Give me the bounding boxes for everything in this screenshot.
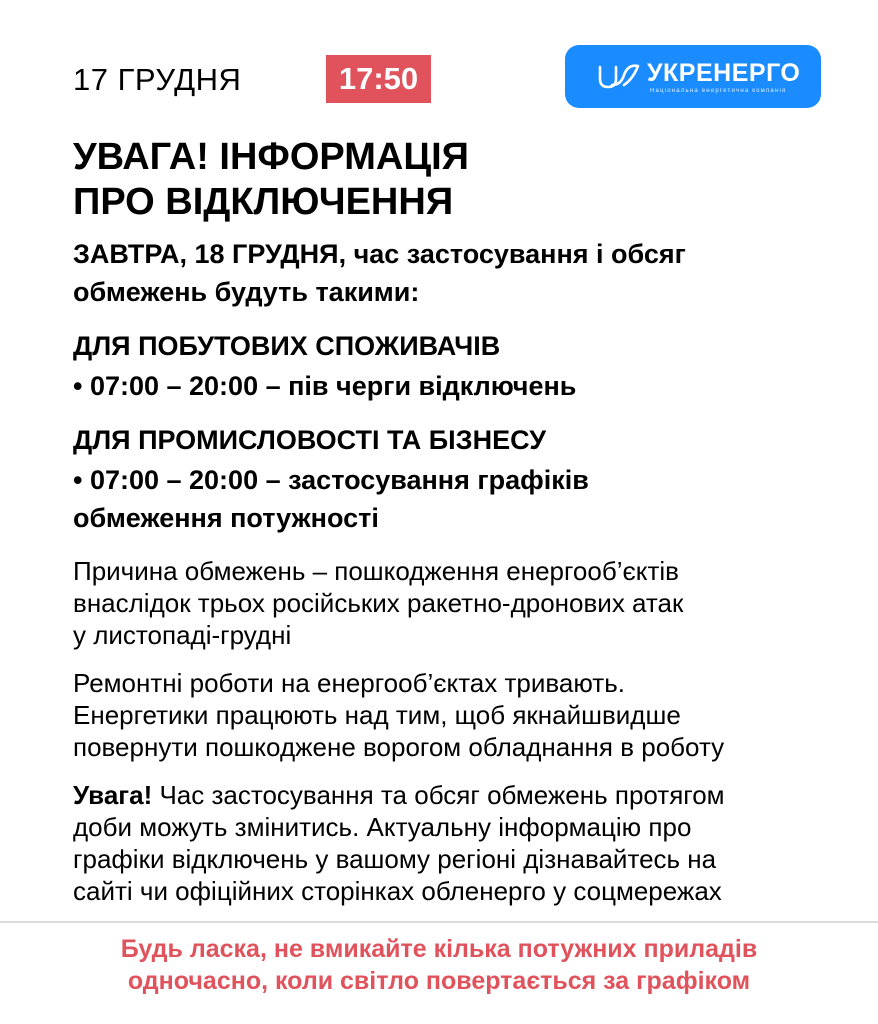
household-heading: ДЛЯ ПОБУТОВИХ СПОЖИВАЧІВ — [73, 331, 501, 361]
date-label: 17 ГРУДНЯ — [73, 62, 242, 97]
headline-line-2: ПРО ВІДКЛЮЧЕННЯ — [73, 181, 454, 223]
time-badge: 17:50 — [326, 55, 431, 103]
ukrenergo-logo-icon — [597, 61, 641, 91]
repairs-line-2: Енергетики працюють над тим, щоб якнайшвидше — [73, 700, 681, 730]
repairs-line-3: повернути пошкоджене ворогом обладнання в роботу — [73, 732, 725, 762]
repairs-line-1: Ремонтні роботи на енергооб’єктах тривають. — [73, 668, 625, 698]
reason-paragraph — [73, 555, 683, 651]
reason-line-1: Причина обмежень – пошкодження енергооб’єктів — [73, 556, 679, 586]
household-bullet-text: • 07:00 – 20:00 – пів черги відключень — [73, 371, 577, 401]
industry-bullet — [73, 461, 589, 537]
reason-line-2: внаслідок трьох російських ракетно-дронових атак — [73, 588, 684, 618]
headline-line-1: УВАГА! ІНФОРМАЦІЯ — [73, 136, 469, 178]
warning-line-1-text: Час застосування та обсяг обмежень протягом — [152, 780, 725, 810]
warning-line-1 — [73, 779, 725, 811]
repairs-paragraph — [73, 667, 724, 763]
industry-heading: ДЛЯ ПРОМИСЛОВОСТІ ТА БІЗНЕСУ — [73, 425, 547, 455]
footer-divider — [0, 921, 878, 923]
logo-name: УКРЕНЕРГО — [647, 59, 801, 87]
headline — [73, 135, 469, 225]
warning-label: Увага! — [73, 780, 153, 810]
intro-line-1: ЗАВТРА, 18 ГРУДНЯ, час застосування і обсяг — [73, 239, 686, 269]
household-bullet — [73, 367, 576, 405]
industry-bullet-line-1: • 07:00 – 20:00 – застосування графіків — [73, 465, 589, 495]
industry-bullet-line-2: обмеження потужності — [73, 503, 379, 533]
warning-line-2: доби можуть змінитись. Актуальну інформацію про — [73, 812, 692, 842]
footer-line-2: одночасно, коли світло повертається за графіком — [127, 967, 751, 995]
ukrenergo-logo — [565, 45, 821, 108]
intro-line-2: обмежень будуть такими: — [73, 277, 420, 307]
intro-text — [73, 235, 686, 311]
warning-paragraph — [73, 779, 725, 907]
footer-line-1: Будь ласка, не вмикайте кілька потужних приладів — [120, 935, 758, 963]
footer-notice — [0, 933, 878, 997]
warning-line-3: графіки відключень у вашому регіоні дізнавайтесь на — [73, 844, 717, 874]
reason-line-3: у листопаді-грудні — [73, 620, 292, 650]
logo-tagline: Національна енергетична компанія — [650, 88, 787, 94]
warning-line-4: сайті чи офіційних сторінках обленерго у соцмережах — [73, 876, 722, 906]
